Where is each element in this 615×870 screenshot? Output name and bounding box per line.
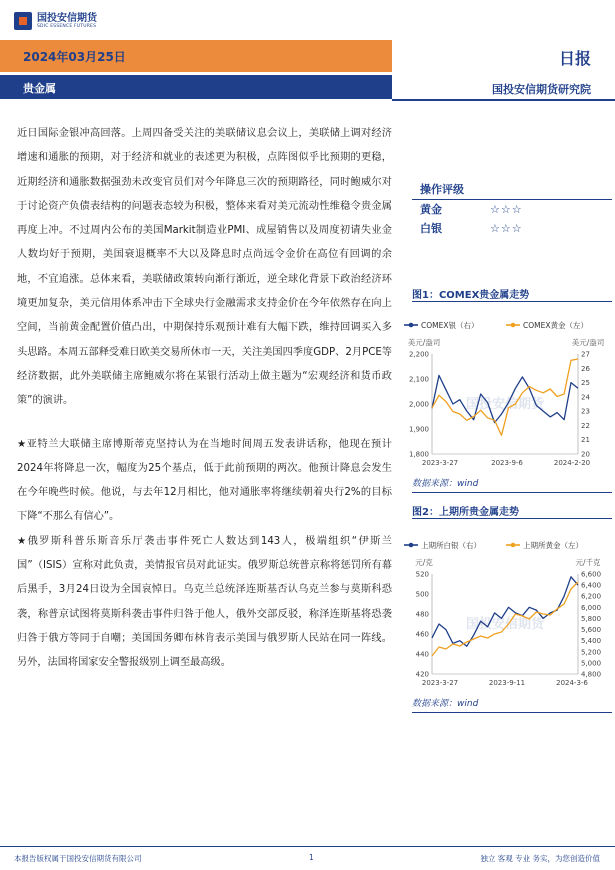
y-tick-left: 2,200 [408, 350, 429, 359]
page-number: 1 [309, 853, 314, 862]
legend-label: 上期所黄金（左） [523, 541, 583, 550]
left-axis-unit: 美元/盎司 [407, 338, 441, 347]
footer-slogan: 独立 客观 专业 务实，为您创造价值 [480, 854, 600, 863]
chart-watermark: 国投安信期货 [465, 617, 545, 632]
y-tick-right: 23 [581, 407, 590, 416]
y-tick-left: 440 [415, 650, 429, 659]
paragraph-geopolitics: ★俄罗斯科普乐斯音乐厅袭击事件死亡人数达到143人，极端组织“伊斯兰国”（ISIS）宣称对此负责，美情报官员对此证实。俄罗斯总统普京称将惩罚所有幕后黑手，3月24日设为全国哀悼日。乌克兰总统泽连斯基否认乌克兰参与莫斯科恐袭，称普京试图将莫斯科袭击事件归咎于他人，俄外交部反驳，称泽连斯基将恐袭归咎于俄方等同于自嘲；美国国务卿布林肯表示美国与俄罗斯人民站在同一阵线。另外，法国将国家安全警报级别上调至最高级。 [17, 535, 392, 669]
figure-2-title: 图2：上期所贵金属走势 [412, 507, 519, 518]
y-tick-right: 4,800 [581, 670, 602, 679]
report-date: 2024年03月25日 [23, 50, 126, 64]
y-tick-right: 5,800 [581, 614, 602, 623]
y-tick-left: 1,900 [408, 425, 429, 434]
legend-label: COMEX黄金（左） [523, 321, 588, 330]
report-body [17, 122, 392, 676]
y-tick-right: 5,600 [581, 626, 602, 635]
x-tick-label: 2024-3-6 [556, 679, 588, 687]
company-logo [14, 10, 97, 32]
x-tick-label: 2023-3-27 [421, 679, 459, 687]
header-divider [392, 99, 615, 101]
footer-copyright: 本报告版权属于国投安信期货有限公司 [14, 854, 142, 863]
footer-divider [0, 846, 615, 847]
y-tick-right: 22 [581, 421, 590, 430]
legend-label: 上期所白银（右） [421, 541, 481, 550]
y-tick-left: 520 [415, 570, 429, 579]
y-tick-left: 480 [415, 610, 429, 619]
y-tick-right: 20 [581, 450, 590, 459]
y-tick-left: 460 [415, 630, 429, 639]
right-axis-unit: 元/千克 [575, 558, 601, 567]
star-icon: ☆☆☆ [490, 222, 523, 235]
figure-2-source: 数据来源：wind [412, 699, 479, 709]
x-tick-label: 2023-9-6 [491, 459, 523, 467]
rating-label: 黄金 [420, 203, 442, 216]
figure-1-bottom-rule [412, 492, 612, 493]
x-tick-label: 2024-2-20 [553, 459, 591, 467]
y-tick-right: 26 [581, 364, 590, 373]
y-tick-right: 5,400 [581, 637, 602, 646]
figure-2-bottom-rule [412, 712, 612, 713]
category-banner [0, 75, 392, 99]
chart-watermark: 国投安信期货 [465, 397, 545, 412]
legend-label: COMEX银（右） [421, 321, 479, 330]
figure-1-chart [398, 318, 612, 470]
report-type: 日报 [558, 49, 591, 68]
left-axis-unit: 元/克 [415, 558, 433, 567]
figure-2-chart [398, 538, 612, 690]
figure-1-title: 图1：COMEX贵金属走势 [412, 290, 530, 301]
y-tick-right: 5,000 [581, 659, 602, 668]
logo-icon [14, 12, 32, 30]
y-tick-right: 6,400 [581, 581, 602, 590]
right-axis-unit: 美元/盎司 [571, 338, 605, 347]
rating-row-gold [412, 200, 612, 219]
x-tick-label: 2023-9-11 [488, 679, 526, 687]
series-line [432, 577, 578, 646]
x-tick-label: 2023-3-27 [421, 459, 459, 467]
legend-marker [511, 543, 516, 548]
institute-name: 国投安信期货研究院 [492, 83, 591, 96]
rating-box [412, 180, 612, 238]
y-tick-right: 6,000 [581, 603, 602, 612]
y-tick-left: 2,100 [408, 375, 429, 384]
report-category: 贵金属 [23, 82, 56, 95]
y-tick-right: 5,200 [581, 648, 602, 657]
y-tick-right: 6,200 [581, 592, 602, 601]
y-tick-right: 24 [581, 393, 590, 402]
legend-marker [409, 543, 414, 548]
y-tick-left: 2,000 [408, 400, 429, 409]
rating-title: 操作评级 [412, 180, 612, 200]
y-tick-right: 6,600 [581, 570, 602, 579]
y-tick-right: 25 [581, 379, 590, 388]
figure-1-source: 数据来源：wind [412, 479, 479, 489]
rating-row-silver [412, 219, 612, 238]
y-tick-right: 21 [581, 436, 590, 445]
y-tick-left: 1,800 [408, 450, 429, 459]
figure-2-rule [412, 518, 612, 519]
legend-marker [511, 323, 516, 328]
star-icon: ☆☆☆ [490, 203, 523, 216]
paragraph-fed-news: ★亚特兰大联储主席博斯蒂克坚持认为在当地时间周五发表讲话称，他现在预计2024年将降息一次，幅度为25个基点，低于此前预期的两次。他预计降息会发生在今年晚些时候。他说，与去年12月相比，他对通胀率将继续朝着央行2%的目标下降“不那么有信心”。 [17, 438, 392, 523]
y-tick-right: 27 [581, 350, 590, 359]
y-tick-left: 500 [415, 590, 429, 599]
y-tick-left: 420 [415, 670, 429, 679]
legend-marker [409, 323, 414, 328]
logo-name-en: SDIC ESSENCE FUTURES [37, 23, 97, 29]
figure-1-rule [412, 301, 612, 302]
paragraph-market-summary: 近日国际金银冲高回落。上周四备受关注的美联储议息会议上，美联储上调对经济增速和通胀的预期，对于经济和就业的表述更为积极，点阵图似乎比预期的更稳，近期经济和通胀数据强劲未改变官员们对今年降息三次的预期路径，同时鲍威尔对于讨论资产负债表结构的问题表态较为积极，整体来看对美元流动性维稳令贵金属再度上冲。不过周内公布的美国Markit制造业PMI、成屋销售以及周度初请失业金人数均好于预期，美国衰退概率不大以及降息时点尚远令金价在高位有回调的余地，不宜追涨。总体来看，美联储政策转向渐行渐近，逆全球化背景下政治经济环境更加复杂，美元信用体系冲击下全球央行金融需求支持金价在今年依然存在向上空间，当前黄金配置价值凸出，中期保持乐观预计难有大幅下跌，维持回调买入多头思路。本周五部释受难日欧美交易所休市一天，关注美国四季度GDP、2月PCE等经济数据，此外美联储主席鲍威尔将在某银行活动上做主题为“宏观经济和货币政策”的演讲。 [17, 128, 392, 407]
rating-label: 白银 [420, 222, 442, 235]
logo-name-cn: 国投安信期货 [37, 12, 97, 24]
